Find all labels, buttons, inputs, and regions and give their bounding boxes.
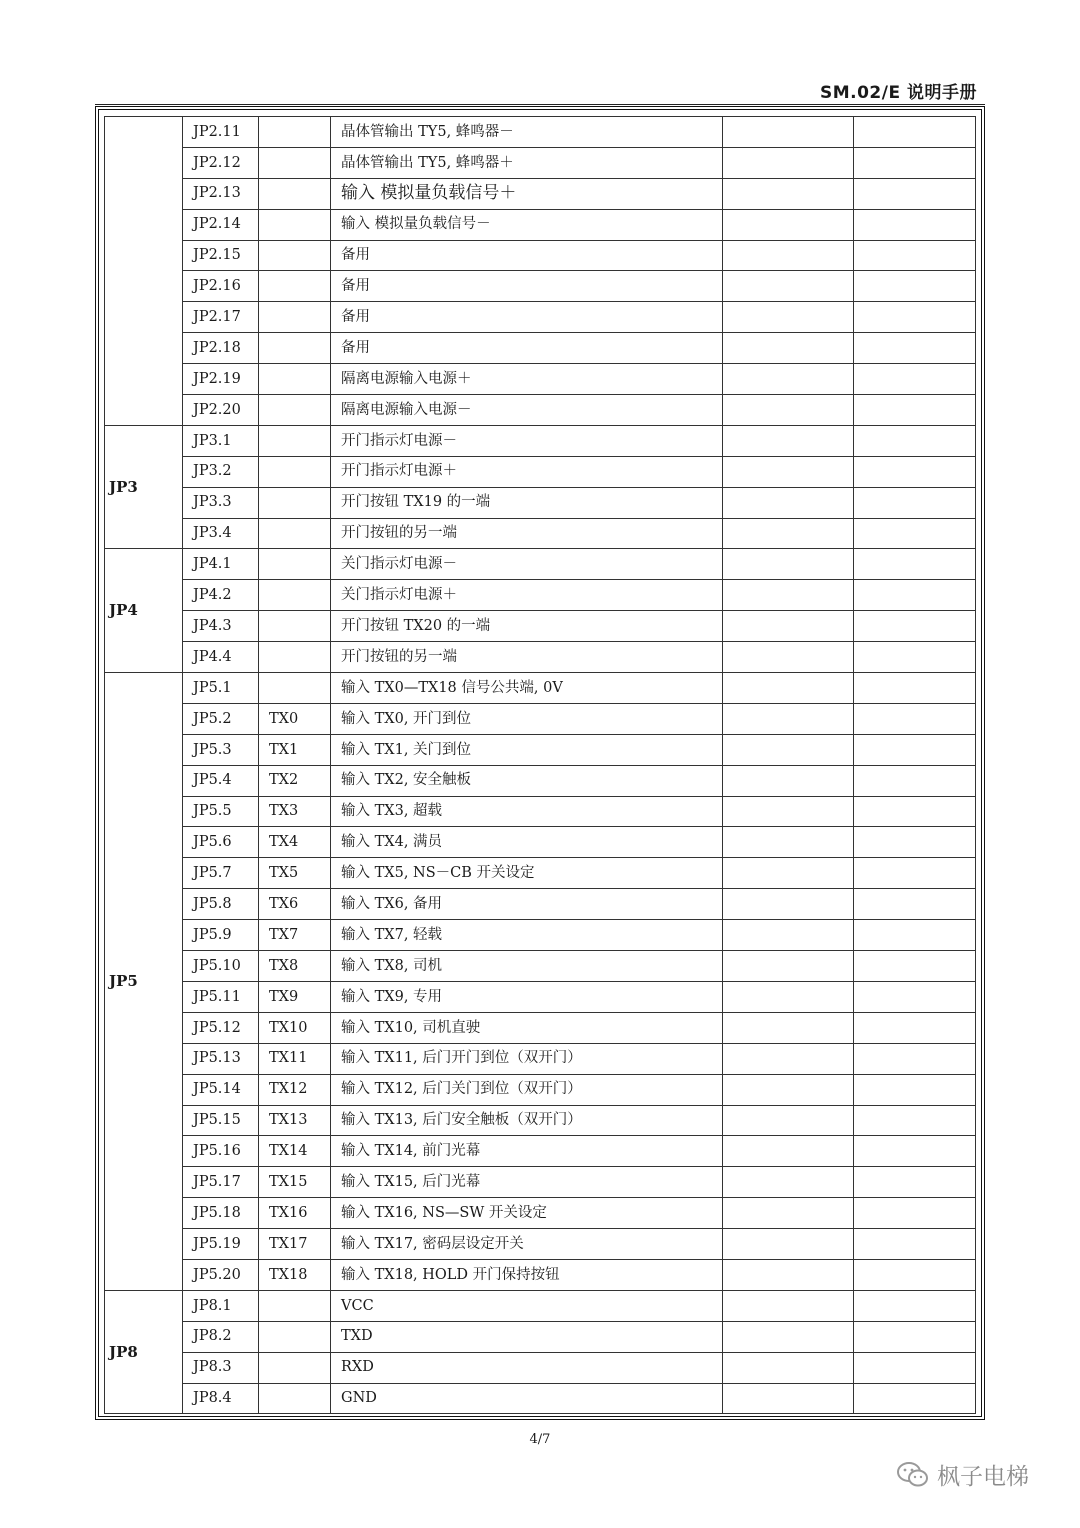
- table-row: [105, 981, 976, 1012]
- blank-cell-a: [723, 673, 854, 704]
- watermark-text: 枫子电梯: [937, 1464, 1029, 1490]
- table-row: [105, 1074, 976, 1105]
- pin-cell: JP5.8: [183, 889, 259, 920]
- pin-cell: JP5.13: [183, 1043, 259, 1074]
- signal-cell: TX3: [259, 796, 331, 827]
- pin-cell: JP2.11: [183, 117, 259, 148]
- signal-cell: [259, 117, 331, 148]
- table-row: [105, 951, 976, 982]
- pin-cell: JP5.7: [183, 858, 259, 889]
- description-cell: RXD: [331, 1352, 723, 1383]
- description-cell: TXD: [331, 1321, 723, 1352]
- description-cell: 输入 TX16, NS—SW 开关设定: [331, 1198, 723, 1229]
- blank-cell-b: [854, 1105, 976, 1136]
- connector-group-label: JP3: [105, 425, 183, 549]
- signal-cell: TX1: [259, 734, 331, 765]
- blank-cell-b: [854, 1290, 976, 1321]
- blank-cell-b: [854, 796, 976, 827]
- pin-cell: JP2.15: [183, 240, 259, 271]
- signal-cell: [259, 456, 331, 487]
- table-row: [105, 580, 976, 611]
- table-row: [105, 827, 976, 858]
- pin-cell: JP8.4: [183, 1383, 259, 1414]
- pin-cell: JP2.20: [183, 395, 259, 426]
- blank-cell-b: [854, 518, 976, 549]
- blank-cell-b: [854, 240, 976, 271]
- pin-cell: JP8.1: [183, 1290, 259, 1321]
- pin-cell: JP5.16: [183, 1136, 259, 1167]
- table-row: [105, 178, 976, 209]
- blank-cell-b: [854, 981, 976, 1012]
- signal-cell: TX18: [259, 1259, 331, 1290]
- document-header-title: SM.02/E 说明手册: [819, 83, 977, 103]
- signal-cell: TX14: [259, 1136, 331, 1167]
- pin-cell: JP2.13: [183, 178, 259, 209]
- table-row: [105, 796, 976, 827]
- blank-cell-b: [854, 364, 976, 395]
- signal-cell: [259, 240, 331, 271]
- blank-cell-a: [723, 147, 854, 178]
- pin-cell: JP8.2: [183, 1321, 259, 1352]
- pin-cell: JP5.20: [183, 1259, 259, 1290]
- pin-cell: JP4.1: [183, 549, 259, 580]
- description-cell: VCC: [331, 1290, 723, 1321]
- pin-cell: JP5.17: [183, 1167, 259, 1198]
- signal-cell: [259, 518, 331, 549]
- blank-cell-b: [854, 178, 976, 209]
- signal-cell: [259, 1290, 331, 1321]
- blank-cell-a: [723, 981, 854, 1012]
- signal-cell: [259, 147, 331, 178]
- table-row: [105, 302, 976, 333]
- table-row: [105, 858, 976, 889]
- blank-cell-b: [854, 1043, 976, 1074]
- page-number: 4/7: [529, 1432, 551, 1447]
- blank-cell-a: [723, 1290, 854, 1321]
- blank-cell-a: [723, 456, 854, 487]
- table-row: [105, 1352, 976, 1383]
- blank-cell-b: [854, 1074, 976, 1105]
- description-cell: 输入 模拟量负载信号＋: [331, 178, 723, 209]
- signal-cell: [259, 395, 331, 426]
- table-row: [105, 1012, 976, 1043]
- blank-cell-a: [723, 1198, 854, 1229]
- blank-cell-a: [723, 796, 854, 827]
- blank-cell-a: [723, 703, 854, 734]
- blank-cell-a: [723, 395, 854, 426]
- signal-cell: TX15: [259, 1167, 331, 1198]
- blank-cell-b: [854, 1167, 976, 1198]
- pin-cell: JP2.16: [183, 271, 259, 302]
- table-row: [105, 364, 976, 395]
- connector-group-label: JP4: [105, 549, 183, 673]
- pin-cell: JP5.4: [183, 765, 259, 796]
- description-cell: 晶体管输出 TY5, 蜂鸣器＋: [331, 147, 723, 178]
- pin-cell: JP5.15: [183, 1105, 259, 1136]
- blank-cell-b: [854, 765, 976, 796]
- table-row: [105, 889, 976, 920]
- connector-group-label: JP8: [105, 1290, 183, 1414]
- table-row: [105, 1290, 976, 1321]
- pin-cell: JP5.3: [183, 734, 259, 765]
- signal-cell: TX11: [259, 1043, 331, 1074]
- blank-cell-a: [723, 580, 854, 611]
- signal-cell: TX6: [259, 889, 331, 920]
- description-cell: 关门指示灯电源－: [331, 549, 723, 580]
- blank-cell-a: [723, 1229, 854, 1260]
- description-cell: 关门指示灯电源＋: [331, 580, 723, 611]
- description-cell: 输入 TX3, 超载: [331, 796, 723, 827]
- blank-cell-b: [854, 642, 976, 673]
- table-row: [105, 920, 976, 951]
- blank-cell-b: [854, 673, 976, 704]
- wechat-icon: [895, 1460, 931, 1490]
- blank-cell-a: [723, 117, 854, 148]
- table-row: [105, 117, 976, 148]
- table-row: [105, 734, 976, 765]
- blank-cell-a: [723, 1321, 854, 1352]
- blank-cell-b: [854, 1321, 976, 1352]
- blank-cell-a: [723, 920, 854, 951]
- table-row: [105, 703, 976, 734]
- blank-cell-b: [854, 1136, 976, 1167]
- description-cell: 输入 TX11, 后门开门到位（双开门）: [331, 1043, 723, 1074]
- blank-cell-b: [854, 271, 976, 302]
- blank-cell-b: [854, 302, 976, 333]
- table-row: [105, 549, 976, 580]
- blank-cell-b: [854, 920, 976, 951]
- description-cell: 开门按钮 TX20 的一端: [331, 611, 723, 642]
- table-row: [105, 611, 976, 642]
- blank-cell-b: [854, 487, 976, 518]
- table-row: [105, 673, 976, 704]
- signal-cell: TX17: [259, 1229, 331, 1260]
- signal-cell: TX4: [259, 827, 331, 858]
- blank-cell-b: [854, 611, 976, 642]
- blank-cell-b: [854, 395, 976, 426]
- table-row: [105, 147, 976, 178]
- signal-cell: [259, 209, 331, 240]
- table-row: [105, 425, 976, 456]
- blank-cell-b: [854, 1198, 976, 1229]
- blank-cell-b: [854, 827, 976, 858]
- description-cell: 输入 TX13, 后门安全触板（双开门）: [331, 1105, 723, 1136]
- blank-cell-a: [723, 1074, 854, 1105]
- description-cell: 晶体管输出 TY5, 蜂鸣器－: [331, 117, 723, 148]
- signal-cell: [259, 302, 331, 333]
- blank-cell-a: [723, 1105, 854, 1136]
- description-cell: 隔离电源输入电源＋: [331, 364, 723, 395]
- blank-cell-a: [723, 611, 854, 642]
- blank-cell-a: [723, 1259, 854, 1290]
- signal-cell: [259, 333, 331, 364]
- pin-cell: JP5.10: [183, 951, 259, 982]
- table-row: [105, 518, 976, 549]
- table-row: [105, 1105, 976, 1136]
- blank-cell-a: [723, 1383, 854, 1414]
- blank-cell-b: [854, 425, 976, 456]
- signal-cell: [259, 178, 331, 209]
- description-cell: 输入 TX2, 安全触板: [331, 765, 723, 796]
- signal-cell: [259, 611, 331, 642]
- table-row: [105, 765, 976, 796]
- blank-cell-b: [854, 209, 976, 240]
- blank-cell-b: [854, 734, 976, 765]
- pin-cell: JP3.1: [183, 425, 259, 456]
- table-row: [105, 1167, 976, 1198]
- blank-cell-a: [723, 827, 854, 858]
- blank-cell-b: [854, 1383, 976, 1414]
- blank-cell-b: [854, 951, 976, 982]
- pin-cell: JP3.2: [183, 456, 259, 487]
- blank-cell-b: [854, 147, 976, 178]
- table-row: [105, 456, 976, 487]
- blank-cell-a: [723, 1043, 854, 1074]
- description-cell: 输入 TX17, 密码层设定开关: [331, 1229, 723, 1260]
- pin-cell: JP5.11: [183, 981, 259, 1012]
- table-row: [105, 1136, 976, 1167]
- signal-cell: TX12: [259, 1074, 331, 1105]
- description-cell: 备用: [331, 271, 723, 302]
- blank-cell-a: [723, 858, 854, 889]
- description-cell: 输入 TX1, 关门到位: [331, 734, 723, 765]
- signal-cell: [259, 673, 331, 704]
- pin-cell: JP5.2: [183, 703, 259, 734]
- blank-cell-a: [723, 271, 854, 302]
- description-cell: 输入 TX15, 后门光幕: [331, 1167, 723, 1198]
- table-row: [105, 240, 976, 271]
- description-cell: 输入 TX9, 专用: [331, 981, 723, 1012]
- description-cell: 备用: [331, 240, 723, 271]
- description-cell: 输入 TX18, HOLD 开门保持按钮: [331, 1259, 723, 1290]
- blank-cell-b: [854, 703, 976, 734]
- pin-cell: JP2.17: [183, 302, 259, 333]
- signal-cell: TX2: [259, 765, 331, 796]
- description-cell: 输入 TX6, 备用: [331, 889, 723, 920]
- signal-cell: [259, 580, 331, 611]
- signal-cell: [259, 271, 331, 302]
- description-cell: 开门按钮的另一端: [331, 518, 723, 549]
- description-cell: 输入 TX4, 满员: [331, 827, 723, 858]
- pin-cell: JP2.19: [183, 364, 259, 395]
- blank-cell-b: [854, 1229, 976, 1260]
- table-row: [105, 1043, 976, 1074]
- description-cell: 输入 TX12, 后门关门到位（双开门）: [331, 1074, 723, 1105]
- header-rule: [95, 104, 985, 105]
- connector-group-label: [105, 117, 183, 426]
- blank-cell-a: [723, 734, 854, 765]
- signal-cell: [259, 425, 331, 456]
- blank-cell-a: [723, 333, 854, 364]
- blank-cell-a: [723, 487, 854, 518]
- description-cell: 隔离电源输入电源－: [331, 395, 723, 426]
- description-cell: 输入 TX7, 轻载: [331, 920, 723, 951]
- blank-cell-b: [854, 1352, 976, 1383]
- blank-cell-a: [723, 642, 854, 673]
- description-cell: 输入 模拟量负载信号－: [331, 209, 723, 240]
- description-cell: 备用: [331, 333, 723, 364]
- pin-cell: JP5.6: [183, 827, 259, 858]
- blank-cell-a: [723, 951, 854, 982]
- signal-cell: TX7: [259, 920, 331, 951]
- description-cell: 开门指示灯电源－: [331, 425, 723, 456]
- description-cell: 输入 TX10, 司机直驶: [331, 1012, 723, 1043]
- blank-cell-b: [854, 549, 976, 580]
- pin-cell: JP2.14: [183, 209, 259, 240]
- blank-cell-b: [854, 580, 976, 611]
- blank-cell-a: [723, 178, 854, 209]
- signal-cell: [259, 487, 331, 518]
- signal-cell: TX16: [259, 1198, 331, 1229]
- blank-cell-b: [854, 456, 976, 487]
- blank-cell-a: [723, 240, 854, 271]
- description-cell: 备用: [331, 302, 723, 333]
- pin-cell: JP5.14: [183, 1074, 259, 1105]
- pin-cell: JP5.9: [183, 920, 259, 951]
- pin-cell: JP5.18: [183, 1198, 259, 1229]
- table-row: [105, 1198, 976, 1229]
- blank-cell-b: [854, 1259, 976, 1290]
- signal-cell: TX5: [259, 858, 331, 889]
- signal-cell: [259, 549, 331, 580]
- description-cell: 输入 TX5, NS－CB 开关设定: [331, 858, 723, 889]
- blank-cell-a: [723, 1012, 854, 1043]
- blank-cell-a: [723, 209, 854, 240]
- blank-cell-a: [723, 518, 854, 549]
- signal-cell: TX0: [259, 703, 331, 734]
- blank-cell-a: [723, 765, 854, 796]
- description-cell: 开门按钮的另一端: [331, 642, 723, 673]
- description-cell: 输入 TX0, 开门到位: [331, 703, 723, 734]
- pin-cell: JP5.1: [183, 673, 259, 704]
- blank-cell-a: [723, 1167, 854, 1198]
- table-frame: [95, 106, 985, 1420]
- blank-cell-a: [723, 425, 854, 456]
- description-cell: GND: [331, 1383, 723, 1414]
- description-cell: 开门按钮 TX19 的一端: [331, 487, 723, 518]
- signal-cell: TX8: [259, 951, 331, 982]
- blank-cell-b: [854, 858, 976, 889]
- pin-cell: JP3.3: [183, 487, 259, 518]
- table-row: [105, 487, 976, 518]
- pin-cell: JP5.19: [183, 1229, 259, 1260]
- description-cell: 输入 TX0—TX18 信号公共端, 0V: [331, 673, 723, 704]
- table-row: [105, 271, 976, 302]
- description-cell: 开门指示灯电源＋: [331, 456, 723, 487]
- pin-cell: JP8.3: [183, 1352, 259, 1383]
- signal-cell: [259, 364, 331, 395]
- table-body: [105, 117, 976, 1414]
- blank-cell-a: [723, 889, 854, 920]
- blank-cell-a: [723, 302, 854, 333]
- pin-definition-table: [104, 116, 976, 1414]
- blank-cell-b: [854, 889, 976, 920]
- watermark: [895, 1458, 1029, 1491]
- description-cell: 输入 TX14, 前门光幕: [331, 1136, 723, 1167]
- table-row: [105, 395, 976, 426]
- blank-cell-b: [854, 117, 976, 148]
- signal-cell: [259, 1383, 331, 1414]
- blank-cell-b: [854, 1012, 976, 1043]
- table-row: [105, 1259, 976, 1290]
- signal-cell: TX9: [259, 981, 331, 1012]
- blank-cell-a: [723, 364, 854, 395]
- table-row: [105, 1321, 976, 1352]
- signal-cell: TX13: [259, 1105, 331, 1136]
- connector-group-label: JP5: [105, 673, 183, 1291]
- signal-cell: [259, 642, 331, 673]
- pin-cell: JP2.18: [183, 333, 259, 364]
- table-row: [105, 1383, 976, 1414]
- table-row: [105, 642, 976, 673]
- signal-cell: TX10: [259, 1012, 331, 1043]
- signal-cell: [259, 1352, 331, 1383]
- blank-cell-a: [723, 549, 854, 580]
- pin-cell: JP4.2: [183, 580, 259, 611]
- description-cell: 输入 TX8, 司机: [331, 951, 723, 982]
- table-row: [105, 333, 976, 364]
- blank-cell-a: [723, 1136, 854, 1167]
- table-row: [105, 209, 976, 240]
- pin-cell: JP4.4: [183, 642, 259, 673]
- table-row: [105, 1229, 976, 1260]
- signal-cell: [259, 1321, 331, 1352]
- pin-cell: JP5.12: [183, 1012, 259, 1043]
- pin-cell: JP4.3: [183, 611, 259, 642]
- pin-cell: JP2.12: [183, 147, 259, 178]
- pin-cell: JP5.5: [183, 796, 259, 827]
- blank-cell-a: [723, 1352, 854, 1383]
- blank-cell-b: [854, 333, 976, 364]
- pin-cell: JP3.4: [183, 518, 259, 549]
